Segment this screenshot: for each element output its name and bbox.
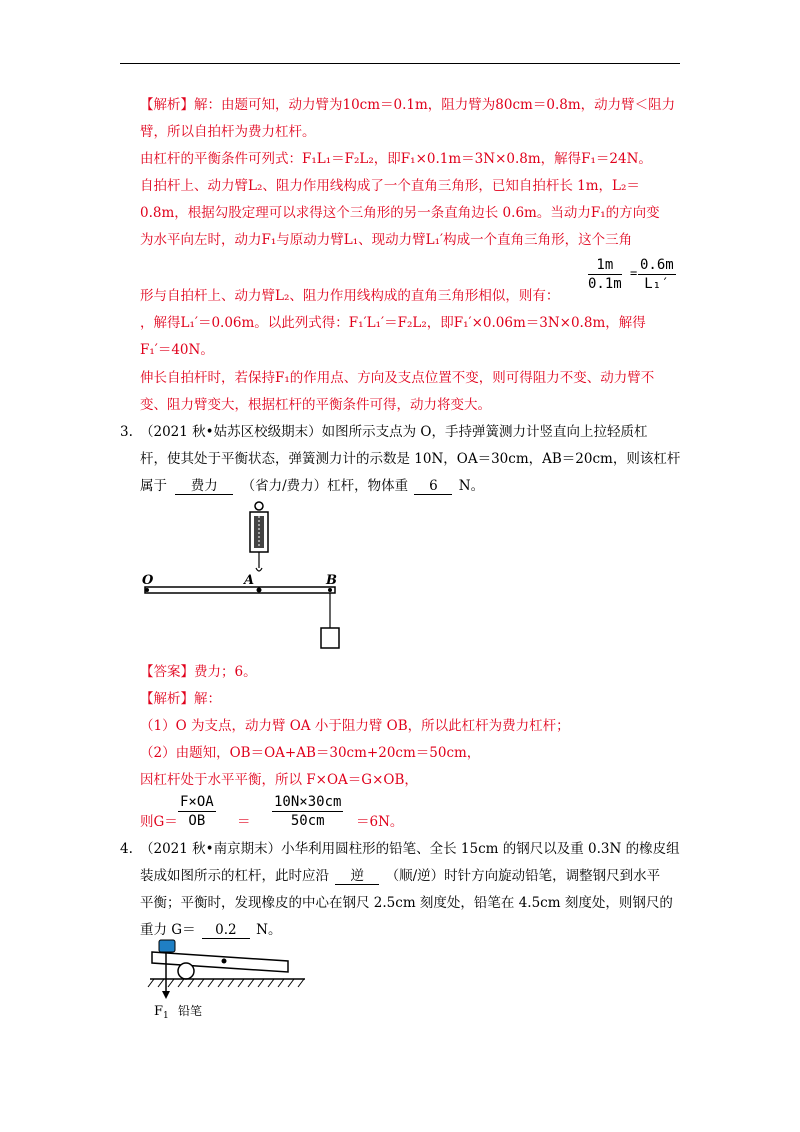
q2-line-3: 由杠杆的平衡条件可列式：F₁L₁＝F₂L₂，即F₁×0.1m＝3N×0.8m，解得F₁＝24N。 xyxy=(140,151,652,167)
pencil xyxy=(178,963,194,979)
q2-line-7: 形与自拍杆上、动力臂L₂、阻力作用线构成的直角三角形相似，则有： xyxy=(140,288,560,304)
q3-result-post: ＝6N。 xyxy=(356,814,404,830)
q2-line-1: 【解析】解：由题可知，动力臂为10cm＝0.1m，阻力臂为80cm＝0.8m，动力臂＜阻力 xyxy=(140,97,676,113)
q3-analysis-head: 【解析】解： xyxy=(140,691,221,707)
label-f1 xyxy=(154,1004,169,1021)
q4-line-4-pre: 重力 G＝ xyxy=(140,922,196,938)
q3-analysis-2: （2）由题知，OB＝OA+AB＝30cm+20cm＝50cm， xyxy=(140,745,481,761)
ruler-center-dot xyxy=(222,959,227,964)
fraction-denominator: L₁′ xyxy=(644,276,670,292)
q4-ruler-figure xyxy=(140,935,320,1025)
header-rule xyxy=(120,63,680,64)
q3-balance: 因杠杆处于水平平衡，所以 F×OA＝G×OB， xyxy=(140,772,418,788)
label-b: B xyxy=(326,573,337,588)
q3-analysis-1: （1）O 为支点，动力臂 OA 小于阻力臂 OB，所以此杠杆为费力杠杆； xyxy=(140,718,570,734)
q3-stem-line-1: （2021 秋•姑苏区校级期末）如图所示支点为 O，手持弹簧测力计竖直向上拉轻质杠 xyxy=(140,424,648,440)
fraction-numerator: 0.6m xyxy=(640,257,674,273)
q2-line-11: 变、阻力臂变大，根据杠杆的平衡条件可得，动力将变大。 xyxy=(140,397,491,413)
q4-line-2-post: （顺/逆）时针方向旋动铅笔，调整钢尺到水平 xyxy=(385,868,661,884)
q2-line-9: F₁′＝40N。 xyxy=(140,342,214,358)
label-pencil: 铅笔 xyxy=(178,1004,203,1018)
ruler xyxy=(152,952,288,972)
q2-line-2: 臂，所以自拍杆为费力杠杆。 xyxy=(140,124,316,140)
fraction-denominator: 0.1m xyxy=(588,276,622,292)
q4-line-4-post: N。 xyxy=(256,922,282,938)
q3-stem-pre: 属于 xyxy=(140,478,167,494)
q3-lever-figure xyxy=(140,500,360,660)
fraction-numerator: 1m xyxy=(588,256,622,275)
q4-line-1: （2021 秋•南京期末）小华利用圆柱形的铅笔、全长 15cm 的钢尺以及重 0.3N 的橡皮组 xyxy=(140,841,680,857)
q3-stem-line-3 xyxy=(140,476,484,496)
force-f1-arrowhead xyxy=(162,991,170,999)
q2-line-10: 伸长自拍杆时，若保持F₁的作用点、方向及支点位置不变，则可得阻力不变、动力臂不 xyxy=(140,370,655,386)
q3-stem-post: N。 xyxy=(458,478,485,494)
q2-fraction-equals: = xyxy=(630,266,638,280)
fraction-denominator: 50cm xyxy=(290,813,325,829)
q4-blank-2: 0.2 xyxy=(202,922,250,939)
q4-line-2-pre: 装成如图所示的杠杆，此时应沿 xyxy=(140,868,329,884)
ground-hatch xyxy=(148,979,304,987)
q2-line-6: 为水平向左时，动力F₁与原动力臂L₁、现动力臂L₁′构成一个直角三角形，这个三角 xyxy=(140,232,633,248)
q2-line-8: ，解得L₁′＝0.06m。以此列式得：F₁′L₁′＝F₂L₂，即F₁′×0.06m＝3N×0.8m，解得 xyxy=(140,315,646,331)
q3-stem-line-2: 杆，使其处于平衡状态，弹簧测力计的示数是 10N，OA＝30cm，AB＝20cm，则该杠杆 xyxy=(140,451,681,467)
q3-fraction-2 xyxy=(272,793,343,830)
q3-stem-mid: （省力/费力）杠杆，物体重 xyxy=(241,478,409,494)
q3-blank-2: 6 xyxy=(414,478,452,495)
q2-fraction-left xyxy=(588,256,622,293)
q3-equals: ＝ xyxy=(237,814,251,830)
fraction-denominator: OB xyxy=(188,813,206,829)
q3-blank-1: 费力 xyxy=(175,478,233,495)
q3-number: 3. xyxy=(120,424,133,440)
q3-result-pre: 则G＝ xyxy=(140,814,178,830)
hanging-weight xyxy=(321,628,339,648)
eraser xyxy=(159,940,175,952)
fraction-numerator: F×OA xyxy=(180,794,214,810)
label-a: A xyxy=(244,573,255,588)
label-o: O xyxy=(142,573,154,588)
lever-bar xyxy=(145,587,335,593)
q3-answer: 【答案】费力；6。 xyxy=(140,664,257,680)
q4-line-2 xyxy=(140,866,660,886)
q4-number: 4. xyxy=(120,841,133,857)
fraction-numerator: 10N×30cm xyxy=(274,794,342,810)
q4-line-3: 平衡；平衡时，发现橡皮的中心在钢尺 2.5cm 刻度处，铅笔在 4.5cm 刻度处，则钢尺的 xyxy=(140,895,673,911)
spring-scale xyxy=(250,502,268,571)
q2-fraction-right xyxy=(638,256,676,293)
label-f1-letter: F xyxy=(154,1004,164,1019)
q2-line-4: 自拍杆上、动力臂L₂、阻力作用线构成了一个直角三角形，已知自拍杆长 1m，L₂＝ xyxy=(140,178,640,194)
q4-blank-1: 逆 xyxy=(335,868,379,885)
label-f1-sub: 1 xyxy=(163,1011,169,1021)
q3-fraction-1 xyxy=(178,793,216,830)
q2-line-5: 0.8m，根据勾股定理可以求得这个三角形的另一条直角边长 0.6m。当动力F₁的方向变 xyxy=(140,205,660,221)
